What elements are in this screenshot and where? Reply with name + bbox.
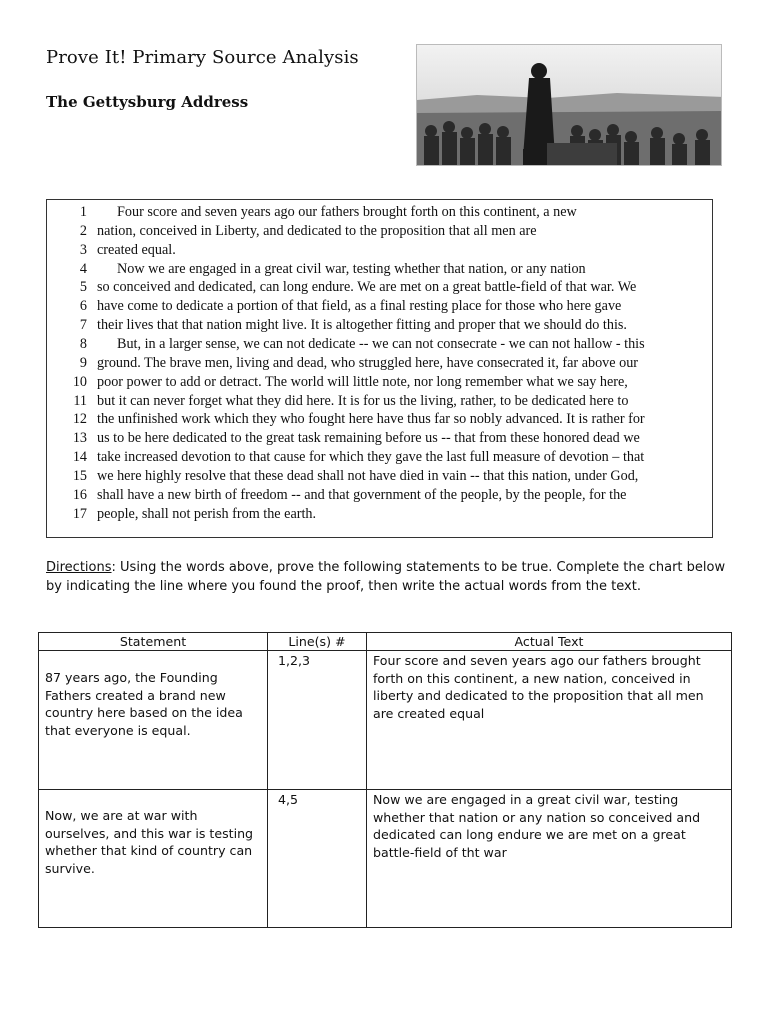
line-text: so conceived and dedicated, can long endure. We are met on a great battle-field of that war. We <box>97 279 637 296</box>
table-row <box>39 790 732 928</box>
line-text: Now we are engaged in a great civil war, testing whether that nation, or any nation <box>117 260 586 277</box>
speech-line <box>47 429 714 447</box>
line-text: nation, conceived in Liberty, and dedicated to the proposition that all men are <box>97 222 537 239</box>
line-text: we here highly resolve that these dead shall not have died in vain -- that this nation, under God, <box>97 467 639 484</box>
speech-line <box>47 392 714 410</box>
speech-line <box>47 203 714 221</box>
line-text: but it can never forget what they did here. It is for us the living, rather, to be dedicated here to <box>97 392 629 409</box>
line-number: 14 <box>72 449 87 466</box>
speech-line <box>47 467 714 485</box>
actual-text-cell[interactable]: Now we are engaged in a great civil war, testing whether that nation or any nation so conceived and dedicated can long endure we are met on a great battle-field of tht war <box>367 790 732 928</box>
line-number: 2 <box>79 222 87 239</box>
line-text: the unfinished work which they who fought here have thus far so nobly advanced. It is rather for <box>97 411 645 428</box>
line-text: have come to dedicate a portion of that field, as a final resting place for those who here gave <box>97 298 622 315</box>
line-number: 9 <box>79 354 87 371</box>
speech-line <box>47 448 714 466</box>
speech-line <box>47 410 714 428</box>
directions <box>46 558 726 596</box>
page-subtitle: The Gettysburg Address <box>46 93 249 111</box>
line-number: 11 <box>73 392 87 409</box>
line-text: Four score and seven years ago our fathers brought forth on this continent, a new <box>117 204 577 220</box>
line-number: 12 <box>72 411 87 428</box>
header-actual-text: Actual Text <box>367 633 732 651</box>
header-lines: Line(s) # <box>268 633 367 651</box>
speech-line <box>47 278 714 296</box>
speech-line <box>47 486 714 504</box>
line-text: their lives that that nation might live. It is altogether fitting and proper that we should do this. <box>97 317 627 334</box>
line-number: 6 <box>79 298 87 315</box>
line-number: 1 <box>79 204 87 220</box>
line-text: But, in a larger sense, we can not dedicate -- we can not consecrate - we can not hallow - this <box>117 335 645 352</box>
directions-label: Directions <box>46 560 112 575</box>
speech-line <box>47 373 714 391</box>
proof-chart <box>38 632 732 928</box>
page-title: Prove It! Primary Source Analysis <box>46 47 359 68</box>
speech-line <box>47 241 714 259</box>
line-text: people, shall not perish from the earth. <box>97 505 317 522</box>
statement-cell: 87 years ago, the Founding Fathers created a brand new country here based on the idea that everyone is equal. <box>39 651 268 790</box>
speech-line <box>47 222 714 240</box>
line-text: shall have a new birth of freedom -- and that government of the people, by the people, for the <box>97 486 627 503</box>
lines-cell[interactable]: 4,5 <box>268 790 367 928</box>
line-number: 7 <box>79 317 87 334</box>
line-text: poor power to add or detract. The world will little note, nor long remember what we say here, <box>97 373 628 390</box>
line-number: 16 <box>72 486 87 503</box>
line-text: created equal. <box>97 241 176 258</box>
line-number: 4 <box>79 260 87 277</box>
line-text: ground. The brave men, living and dead, who struggled here, have consecrated it, far above our <box>97 354 639 371</box>
speech-line <box>47 316 714 334</box>
directions-text: : Using the words above, prove the following statements to be true. Complete the chart below by indicating the line where you found the proof, then write the actual words from the text. <box>46 560 726 594</box>
line-number: 13 <box>72 430 87 447</box>
line-number: 17 <box>72 505 87 522</box>
line-number: 10 <box>72 373 87 390</box>
speech-line <box>47 335 714 353</box>
line-number: 5 <box>79 279 87 296</box>
line-number: 8 <box>79 335 87 352</box>
line-number: 3 <box>79 241 87 258</box>
line-number: 15 <box>72 467 87 484</box>
speech-line <box>47 297 714 315</box>
speech-line <box>47 505 714 523</box>
line-text: take increased devotion to that cause for which they gave the last full measure of devotion – that <box>97 449 645 466</box>
statement-cell: Now, we are at war with ourselves, and this war is testing whether that kind of country can survive. <box>39 790 268 928</box>
lincoln-gettysburg-photo <box>416 44 722 166</box>
speech-line <box>47 354 714 372</box>
table-row <box>39 651 732 790</box>
speech-line <box>47 260 714 278</box>
line-text: us to be here dedicated to the great task remaining before us -- that from these honored dead we <box>97 430 640 447</box>
chart-header-row <box>39 633 732 651</box>
actual-text-cell[interactable]: Four score and seven years ago our fathers brought forth on this continent, a new nation, conceived in liberty and dedicated to the proposition that all men are created equal <box>367 651 732 790</box>
speech-text-box <box>46 199 713 538</box>
lines-cell[interactable]: 1,2,3 <box>268 651 367 790</box>
header-statement: Statement <box>39 633 268 651</box>
